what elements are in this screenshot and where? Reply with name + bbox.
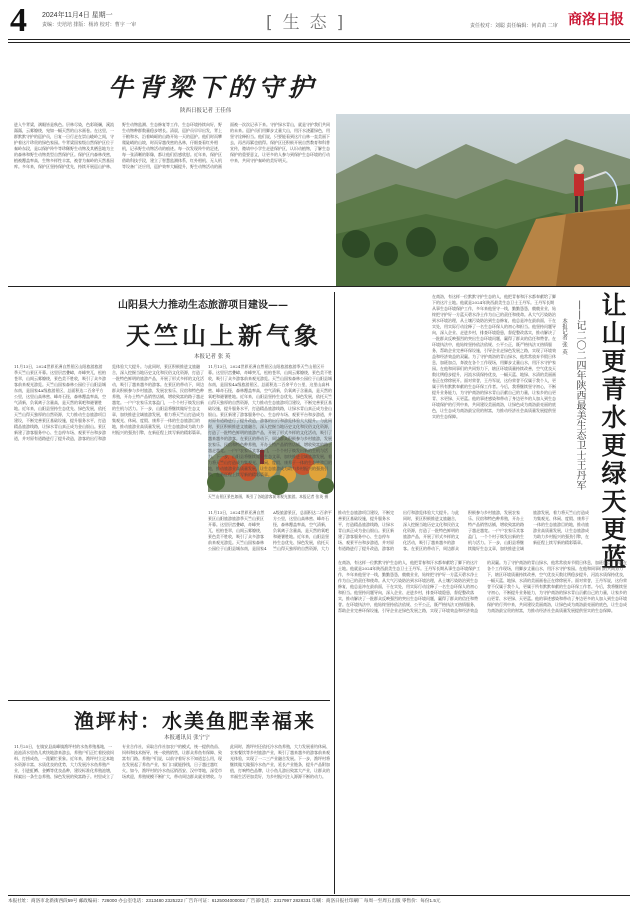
article3-byline: 本报记者 张 英 [561,318,567,355]
footer-info: 本报社址：商洛市北新街西段59号 邮政编码：726000 办公室电话：2313480 2325222 广告许可证：6125004000002 广告部电话：2317997 2828331 印刷：商洛日报社印刷厂 每周一至周五出版 零售价：每份1.5元 [8,898,441,903]
issue-date: 2024年11月4日 星期一 [42,12,113,19]
article1-body: 进入牛背梁，满眼皆是秋色。层林尽染，色彩斑斓，溪流潺潺，云雾缭绕，宛如一幅天然的山水画卷。在这里，一群默默守护的巡护员，日复一日行走在崇山峻岭之间，守护着这片珍贵的绿色家园。牛背梁国家级自然保护区位于秦岭东段，是以保护羚牛等珍稀野生动物及其栖息地为主的森林和野生动物类型自然保护区。保护区内森林茂密，植被覆盖率高，生物多样性丰富，被誉为秦岭的天然基因库。多年来，保护区坚持保护优先，持续开展巡山护林、野生动物监测、生态修复等工作，生态环境持续向好，野生动物种群数量稳步增长。清晨，巡护员早早出发，背上干粮和水，沿着崎岖的山路开始一天的巡护。他们时而攀爬陡峭的山坡，时而穿越茂密的丛林，仔细查看红外相机，记录野生动物活动的痕迹。每一次发现羚牛的足迹，每一张清晰的影像，都让他们倍感欣慰。近年来，保护区借助科技手段，建立了智慧监测体系，红外相机、无人机等设备广泛应用，巡护效率大幅提升，野生动物活动的画面被一次次记录下来。守护绿水青山，就是守护我们共同的未来。巡护员们用脚步丈量大山，用汗水浇灌绿色，用坚守诠释担当。他们说，只要能看到这片山林一直美丽下去，再苦再累也值得。保护区还积极开展自然教育和科普宣传，邀请中小学生走进保护区，认识动植物，了解生态保护的重要意义，让更多的人参与到保护生态环境的行动中来，共同守护秦岭的美好明天。 [14,122,330,169]
editor-credits: 责编：史培培 排版：杨涛 校对：曹宇 一审 [42,22,137,28]
footer-rule [8,895,630,896]
article3-body-top: 在商洛，有这样一位默默守护生态的人，他把青春和汗水都奉献给了脚下的这片土地。他就是2024年陕西最美生态卫士王丹军。王丹军长期从事生态环境保护工作，多年来他坚守一线，勤勤恳恳，兢兢业业，始终把守护好一方蓝天碧水净土作为自己的责任和使命。从大气污染防治到水环境治理，从土壤污染防治到生态修复，他总是冲在最前面，干在实处，用实际行动诠释了一名生态环保人的初心和担当。他坚持问题导向，深入企业、走进乡村，排查环境隐患，督促整改落实，推动解决了一批群众反映强烈的突出生态环境问题，赢得了群众的信任和赞誉。在环境执法中，他始终坚持依法依规、公平公正，既严格执法又热情服务，帮助企业完善环保设施，引导企业走绿色发展之路，实现了环境效益和经济效益的双赢。为了守护商洛的青山绿水，他常常放弃节假日休息，加班加点，奔波在各个工作现场，用脚步丈量山水，用汗水守护家园。在他和同事们的共同努力下，辖区环境质量持续改善，空气优良天数比例稳步提升，河流水质保持优良，一幅天蓝、地绿、水清的美丽画卷正在徐徐展开。面对荣誉，王丹军说，这份荣誉不仅属于我个人，更属于所有默默奉献的生态环保工作者。今后，我将继续坚守初心，不断提升业务能力，为守护商洛的绿水青山贡献自己的力量，让家乡的山更青、水更绿、天更蓝。他的事迹感染和带动了身边更多的人加入到生态环境保护的行列中来，共同建设美丽商洛，让绿色成为商洛最亮丽的底色，让生态成为商洛最宝贵的财富，为推动经济社会高质量发展提供坚实的生态保障。 [432,294,556,419]
masthead-rule [8,39,630,40]
article4-body: 11月25日，在镇安县高峰镇渔坪村的水鱼养殖基地，一池池清水里鱼儿欢快地游来游去，养殖户们正忙着投放饲料、打捞成鱼，一派繁忙景象。近年来，渔坪村立足本地水资源丰富、水质优良的优势，大力发展冷水鱼养殖产业，引进虹鳟、金鳟等优良品种，建设标准化养殖池塘，探索出一条生态养殖、绿色发展的致富路子。村里成立了专业合作社，采取合作社加农户的模式，统一提供鱼苗、饲料和技术指导，统一收购销售，让群众养鱼有保障、致富有门路。养殖户们说，以前守着好水不知道怎么用，现在发展起了养鱼产业，家门口就能挣钱，日子越过越红火。如今，渔坪村的冷水鱼远销西安、汉中等地，深受市场欢迎，养殖规模不断扩大，带动周边群众就业增收。与此同时，渔坪村还依托冷水鱼养殖，大力发展垂钓休闲、农家餐饮等乡村旅游产业，吸引了越来越多的游客前来观光体验，实现了一二三产业融合发展。下一步，渔坪村将继续做大做强冷水鱼产业，延长产业链条，提升产品附加值，打响特色品牌，让小鱼儿游出致富大产业，让群众的幸福生活更加美好，为乡村振兴注入源源不断的动力。 [14,744,330,779]
section-title: [生态] [266,13,354,33]
column-divider [334,292,335,894]
article2-byline: 本报记者 张 英 [194,354,231,360]
article2-kicker: 山阳县大力推动生态旅游项目建设—— [118,300,288,311]
article3-subtitle: ——记二〇二四年陕西最美生态卫士王丹军 [574,300,585,490]
proofreader-credits: 责任校对：刘聪 责任编辑：何苗苗 二审 [470,23,558,29]
article2-body-left: 11月13日，2024世界亚洲自然景区山阳旅游旅游季天竺山景区开幕。这里层峦叠嶂，奇峰突兀，松柏苍翠，山间云雾缭绕，景色美不胜收，吸引了众多游客前来观光游览。天竺山国家森林公园位于山阳县城东南，是国家4A级旅游景区，总面积达二百余平方公里，这里山高林密、峰奇石怪，森林覆盖率高，空气清新，负氧离子含量高，是天然的氧吧和避暑胜地。近年来，山阳县坚持生态优先、绿色发展，依托天竺山得天独厚的自然资源，大力推动生态旅游项目建设，不断完善景区基础设施，提升服务水平，打造精品旅游线路，让绿水青山真正成为金山银山。景区新建了游客服务中心、生态停车场、观景平台和步游道，并对原有道路进行了提升改造，游客的出行和游览体验大大提升。与此同时，景区积极推进文旅融合，深入挖掘当地历史文化和民俗文化资源，打造了一批特色鲜明的旅游产品，开展了形式多样的文化活动，吸引了越来越多的游客。在景区的带动下，周边群众积极参与乡村旅游，发展农家乐、民宿和特色种养殖，开办土特产品销售店铺，增收致富的路子越走越宽。一户户农家乐宾客盈门，一个个村子焕发出新的生机与活力。下一步，山阳县将继续做好生态文章，加快推进全域旅游发展，着力将天竺山打造成为集观光、休闲、度假、康养于一体的生态旅游目的地，推动旅游业高质量发展，让生态旅游成为助力乡村振兴的强劲引擎，在新征程上续写新的精彩篇章。 [14,364,204,441]
masthead [0,0,638,42]
article3-title: 让山更青水更绿天更蓝 [598,292,627,572]
article4-byline: 本报通讯员 张宁宁 [164,735,210,741]
masthead-rule-thin [8,42,630,43]
article1-byline: 陕西日报记者 王佳伟 [180,108,232,114]
page-number: 4 [10,2,27,39]
photo-forest-patrol [336,114,630,286]
newspaper-logo: 商洛日报 [568,12,624,28]
article1-title: 牛背梁下的守护 [108,73,319,102]
divider-2 [8,700,330,701]
article2-body-right: 11月13日，2024世界亚洲自然景区山阳旅游旅游季天竺山景区开幕。这里层峦叠嶂，奇峰突兀，松柏苍翠，山间云雾缭绕，景色美不胜收，吸引了众多游客前来观光游览。天竺山国家森林公园位于山阳县城东南，是国家4A级旅游景区，总面积达二百余平方公里，这里山高林密、峰奇石怪，森林覆盖率高，空气清新，负氧离子含量高，是天然的氧吧和避暑胜地。近年来，山阳县坚持生态优先、绿色发展，依托天竺山得天独厚的自然资源，大力推动生态旅游项目建设，不断完善景区基础设施，提升服务水平，打造精品旅游线路，让绿水青山真正成为金山银山。景区新建了游客服务中心、生态停车场、观景平台和步游道，并对原有道路进行了提升改造，游客的出行和游览体验大大提升。与此同时，景区积极推进文旅融合，深入挖掘当地历史文化和民俗文化资源，打造了一批特色鲜明的旅游产品，开展了形式多样的文化活动，吸引了越来越多的游客。在景区的带动下，周边群众积极参与乡村旅游，发展农家乐、民宿和特色种养殖，开办土特产品销售店铺，增收致富的路子越走越宽。一户户农家乐宾客盈门，一个个村子焕发出新的生机与活力。下一步，山阳县将继续做好生态文章，加快推进全域旅游发展，着力将天竺山打造成为集观光、休闲、度假、康养于一体的生态旅游目的地，推动旅游业高质量发展，让生态旅游成为助力乡村振兴的强劲引擎，在新征程上续写新的精彩篇章。 [208,510,589,551]
divider-1 [8,286,630,287]
article2-title: 天竺山上新气象 [126,322,322,350]
photo-mid-caption: 天竺山景区景色如画，吸引了各地游客前来观光旅游。本报记者 张英 摄 [208,494,329,499]
article2-body-top: 11月13日，2024世界亚洲自然景区山阳旅游旅游季天竺山景区开幕。这里层峦叠嶂，奇峰突兀，松柏苍翠，山间云雾缭绕，景色美不胜收，吸引了众多游客前来观光游览。天竺山国家森林公园位于山阳县城东南，是国家4A级旅游景区，总面积达二百余平方公里，这里山高林密、峰奇石怪，森林覆盖率高，空气清新，负氧离子含量高，是天然的氧吧和避暑胜地。近年来，山阳县坚持生态优先、绿色发展，依托天竺山得天独厚的自然资源，大力推动生态旅游项目建设，不断完善景区基础设施，提升服务水平，打造精品旅游线路，让绿水青山真正成为金山银山。景区新建了游客服务中心、生态停车场、观景平台和步游道，并对原有道路进行了提升改造，游客的出行和游览体验大大提升。与此同时，景区积极推进文旅融合，深入挖掘当地历史文化和民俗文化资源，打造了一批特色鲜明的旅游产品，开展了形式多样的文化活动，吸引了越来越多的游客。在景区的带动下，周边群众积极参与乡村旅游，发展农家乐、民宿和特色种养殖，开办土特产品销售店铺，增收致富的路子越走越宽。一户户农家乐宾客盈门，一个个村子焕发出新的生机与活力。下一步，山阳县将继续做好生态文章，加快推进全域旅游发展，着力将天竺山打造成为集观光、休闲、度假、康养于一体的生态旅游目的地，推动旅游业高质量发展，让生态旅游成为助力乡村振兴的强劲引擎，在新征程上续写新的精彩篇章。 [208,364,332,477]
article4-title: 渔坪村：水美鱼肥幸福来 [74,709,316,733]
article3-body-bottom: 在商洛，有这样一位默默守护生态的人，他把青春和汗水都奉献给了脚下的这片土地。他就是2024年陕西最美生态卫士王丹军。王丹军长期从事生态环境保护工作，多年来他坚守一线，勤勤恳恳，兢兢业业，始终把守护好一方蓝天碧水净土作为自己的责任和使命。从大气污染防治到水环境治理，从土壤污染防治到生态修复，他总是冲在最前面，干在实处，用实际行动诠释了一名生态环保人的初心和担当。他坚持问题导向，深入企业、走进乡村，排查环境隐患，督促整改落实，推动解决了一批群众反映强烈的突出生态环境问题，赢得了群众的信任和赞誉。在环境执法中，他始终坚持依法依规、公平公正，既严格执法又热情服务，帮助企业完善环保设施，引导企业走绿色发展之路，实现了环境效益和经济效益的双赢。为了守护商洛的青山绿水，他常常放弃节假日休息，加班加点，奔波在各个工作现场，用脚步丈量山水，用汗水守护家园。在他和同事们的共同努力下，辖区环境质量持续改善，空气优良天数比例稳步提升，河流水质保持优良，一幅天蓝、地绿、水清的美丽画卷正在徐徐展开。面对荣誉，王丹军说，这份荣誉不仅属于我个人，更属于所有默默奉献的生态环保工作者。今后，我将继续坚守初心，不断提升业务能力，为守护商洛的绿水青山贡献自己的力量，让家乡的山更青、水更绿、天更蓝。他的事迹感染和带动了身边更多的人加入到生态环境保护的行列中来，共同建设美丽商洛，让绿色成为商洛最亮丽的底色，让生态成为商洛最宝贵的财富，为推动经济社会高质量发展提供坚实的生态保障。 [338,560,627,613]
